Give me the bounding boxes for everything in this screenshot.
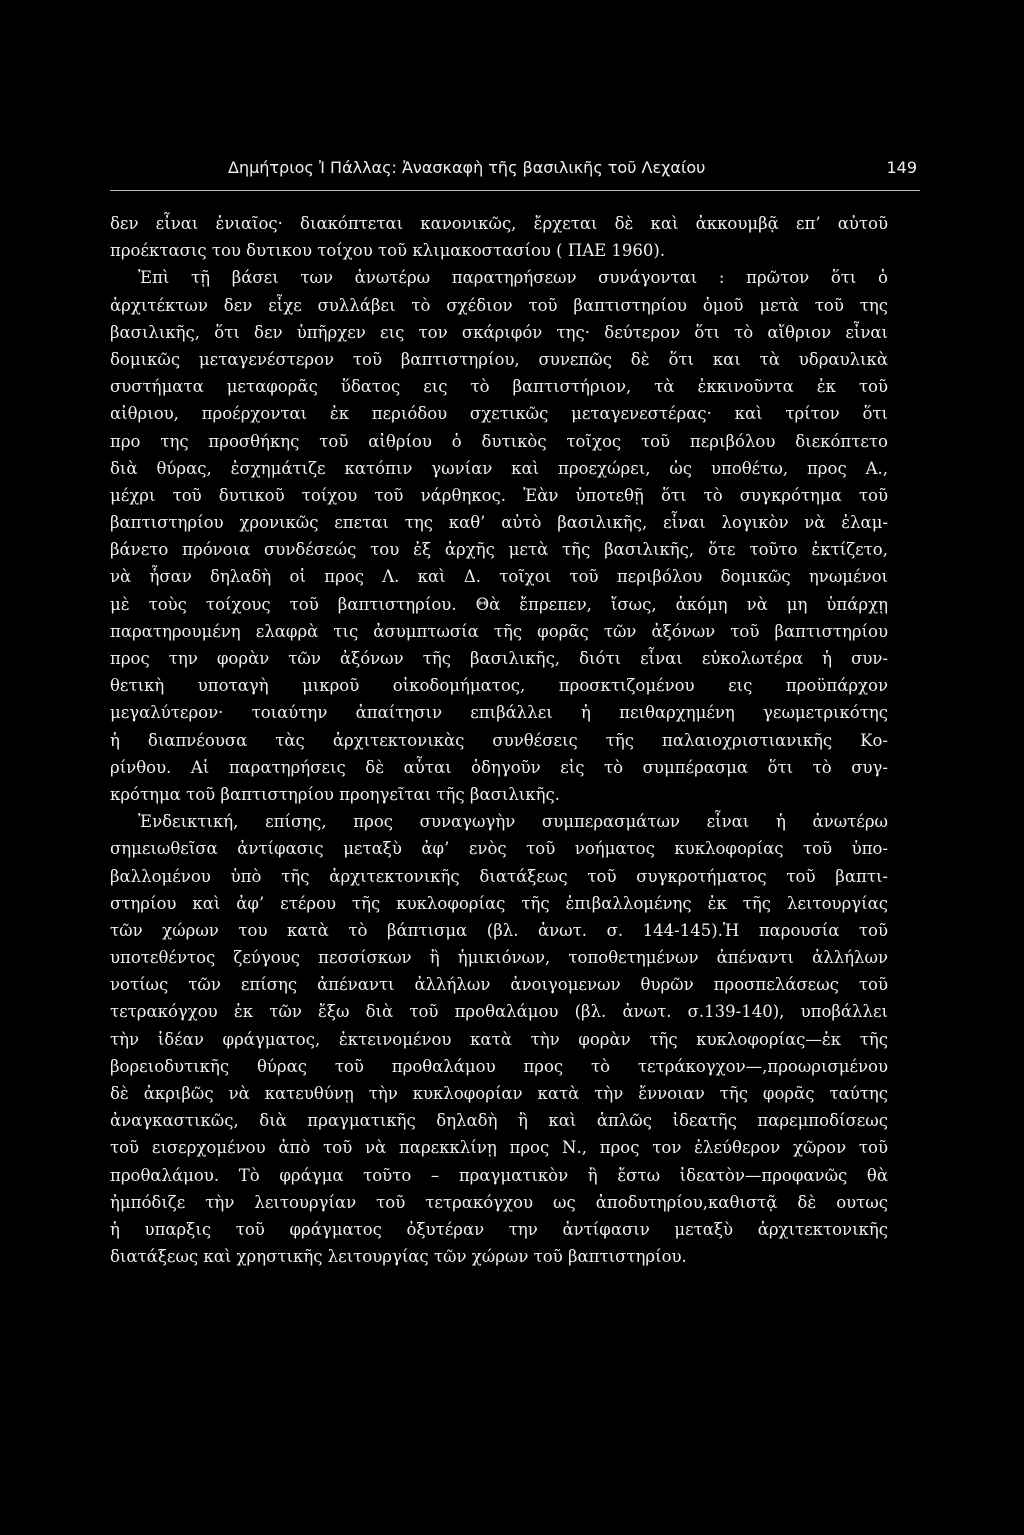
text-line: δεν εἶναι ἑνιαῖος· διακόπτεται κανονικῶς, ἔρχεται δὲ καὶ ἀκκουμβᾷ επ’ αὐτοῦ xyxy=(110,214,888,233)
text-line: ἡ διαπνέουσα τὰς ἀρχιτεκτονικὰς συνθέσεις τῆς παλαιοχριστιανικῆς Κο- xyxy=(110,730,888,750)
text-line: προθαλάμου. Τὸ φράγμα τοῦτο – πραγματικὸν ἢ ἔστω ἰδεατὸν—προφανῶς θὰ xyxy=(110,1165,888,1185)
text-line: νοτίως τῶν επίσης ἀπέναντι ἀλλήλων ἀνοιγομενων θυρῶν προσπελάσεως τοῦ xyxy=(110,975,888,995)
page-number: 149 xyxy=(886,158,917,177)
text-line: τετρακόγχου ἐκ τῶν ἔξω διὰ τοῦ προθαλάμου (βλ. ἀνωτ. σ.139-140), υποβάλλει xyxy=(110,1002,888,1022)
text-line: ἀρχιτέκτων δεν εἶχε συλλάβει τὸ σχέδιον τοῦ βαπτιστηρίου ὁμοῦ μετὰ τοῦ της xyxy=(110,295,888,315)
text-line: Ἐνδεικτική, επίσης, προς συναγωγὴν συμπερασμάτων εἶναι ἡ ἀνωτέρω xyxy=(138,812,888,832)
text-line: ρίνθου. Αἱ παρατηρήσεις δὲ αὗται ὁδηγοῦν εἰς τὸ συμπέρασμα ὅτι τὸ συγ- xyxy=(110,757,888,777)
text-line: σημειωθεῖσα ἀντίφασις μεταξὺ ἀφ’ ενὸς τοῦ νοήματος κυκλοφορίας τοῦ ὑπο- xyxy=(110,839,888,859)
text-line: προέκτασις του δυτικου τοίχου τοῦ κλιμακοστασίου ( ΠΑΕ 1960). xyxy=(110,241,666,261)
text-line: δὲ ἀκριβῶς νὰ κατευθύνῃ τὴν κυκλοφορίαν κατὰ τὴν ἔννοιαν τῆς φορᾶς ταύτης xyxy=(110,1084,888,1103)
text-line: κρότημα τοῦ βαπτιστηρίου προηγεῖται τῆς βασιλικῆς. xyxy=(110,784,560,804)
text-line: τὴν ἰδέαν φράγματος, ἐκτεινομένου κατὰ τὴν φορὰν τῆς κυκλοφορίας—ἐκ τῆς xyxy=(110,1029,888,1049)
text-line: αἰθριου, προέρχονται ἐκ περιόδου σχετικῶς μεταγενεστέρας· καὶ τρίτον ὅτι xyxy=(110,404,888,424)
text-line: τῶν χώρων του κατὰ τὸ βάπτισμα (βλ. ἀνωτ. σ. 144-145).Ἡ παρουσία τοῦ xyxy=(110,920,888,940)
text-line: βαπτιστηρίου χρονικῶς επεται της καθ’ αὐτὸ βασιλικῆς, εἶναι λογικὸν νὰ ἐλαμ- xyxy=(110,513,888,533)
text-line: βορειοδυτικῆς θύρας τοῦ προθαλάμου προς τὸ τετράκογχον—,προωρισμένου xyxy=(110,1056,888,1076)
text-line: διατάξεως καὶ χρηστικῆς λειτουργίας τῶν χώρων τοῦ βαπτιστηρίου. xyxy=(110,1247,687,1267)
running-title: Δημήτριος Ἰ Πάλλας: Ἀνασκαφὴ τῆς βασιλικῆς τοῦ Λεχαίου xyxy=(228,158,706,177)
header-rule xyxy=(110,190,920,191)
text-line: ἀναγκαστικῶς, διὰ πραγματικῆς δηλαδὴ ἢ καὶ ἁπλῶς ἰδεατῆς παρεμποδίσεως xyxy=(110,1111,888,1131)
text-line: δομικῶς μεταγενέστερον τοῦ βαπτιστηρίου, συνεπῶς δὲ ὅτι και τὰ υδραυλικὰ xyxy=(110,349,888,369)
text-line: θετικὴ υποταγὴ μικροῦ οἰκοδομήματος, προσκτιζομένου εις προϋπάρχον xyxy=(110,676,888,696)
text-line: τοῦ εισερχομένου ἀπὸ τοῦ νὰ παρεκκλίνῃ προς Ν., προς τον ἐλεύθερον χῶρον τοῦ xyxy=(110,1138,888,1158)
text-line: ἡ υπαρξις τοῦ φράγματος ὀξυτέραν την ἀντίφασιν μεταξὺ ἀρχιτεκτονικῆς xyxy=(110,1219,888,1239)
text-line: παρατηρουμένη ελαφρὰ τις ἀσυμπτωσία τῆς φορᾶς τῶν ἀξόνων τοῦ βαπτιστηρίου xyxy=(110,621,888,641)
book-page xyxy=(110,150,920,1380)
body-text xyxy=(110,210,888,1270)
text-line: μὲ τοὺς τοίχους τοῦ βαπτιστηρίου. Θὰ ἔπρεπεν, ἴσως, ἀκόμη νὰ μη ὑπάρχῃ xyxy=(110,594,888,614)
text-line: προς την φορὰν τῶν ἀξόνων τῆς βασιλικῆς, διότι εἶναι εὐκολωτέρα ἡ συν- xyxy=(110,649,888,668)
text-line: μεγαλύτερον· τοιαύτην ἀπαίτησιν επιβάλλει ἡ πειθαρχημένη γεωμετρικότης xyxy=(110,703,888,723)
text-line: διὰ θύρας, ἐσχημάτιζε κατόπιν γωνίαν καὶ προεχώρει, ὡς υποθέτω, προς Α., xyxy=(110,458,888,478)
text-line: ἠμπόδιζε τὴν λειτουργίαν τοῦ τετρακόγχου ως ἀποδυτηρίου,καθιστᾷ δὲ ουτως xyxy=(110,1192,888,1212)
text-line: νὰ ἦσαν δηλαδὴ οἱ προς Λ. καὶ Δ. τοῖχοι τοῦ περιβόλου δομικῶς ηνωμένοι xyxy=(110,567,888,587)
text-line: Ἐπὶ τῇ βάσει των ἀνωτέρω παρατηρήσεων συνάγονται : πρῶτον ὅτι ὁ xyxy=(138,268,888,288)
text-line: βασιλικῆς, ὅτι δεν ὑπῆρχεν εις τον σκάριφόν της· δεύτερον ὅτι τὸ αἴθριον εἶναι xyxy=(110,322,888,342)
text-line: στηρίου καὶ ἀφ’ ετέρου τῆς κυκλοφορίας τῆς ἐπιβαλλομένης ἐκ τῆς λειτουργίας xyxy=(110,893,888,913)
text-line: προ της προσθήκης τοῦ αἰθρίου ὁ δυτικὸς τοῖχος τοῦ περιβόλου διεκόπτετο xyxy=(110,431,888,451)
text-line: υποτεθέντος ζεύγους πεσσίσκων ἢ ἡμικιόνων, τοποθετημένων ἀπέναντι ἀλλήλων xyxy=(110,948,888,968)
text-line: βαλλομένου ὑπὸ τῆς ἀρχιτεκτονικῆς διατάξεως τοῦ συγκροτήματος τοῦ βαπτι- xyxy=(110,866,888,886)
text-line: συστήματα μεταφορᾶς ὕδατος εις τὸ βαπτιστήριον, τὰ ἐκκινοῦντα ἐκ τοῦ xyxy=(110,377,888,397)
running-header xyxy=(110,150,920,186)
text-line: βάνετο πρόνοια συνδέσεώς του ἐξ ἀρχῆς μετὰ τῆς βασιλικῆς, ὅτε τοῦτο ἐκτίζετο, xyxy=(110,540,888,560)
text-line: μέχρι τοῦ δυτικοῦ τοίχου τοῦ νάρθηκος. Ἐὰν ὑποτεθῇ ὅτι τὸ συγκρότημα τοῦ xyxy=(110,485,888,505)
